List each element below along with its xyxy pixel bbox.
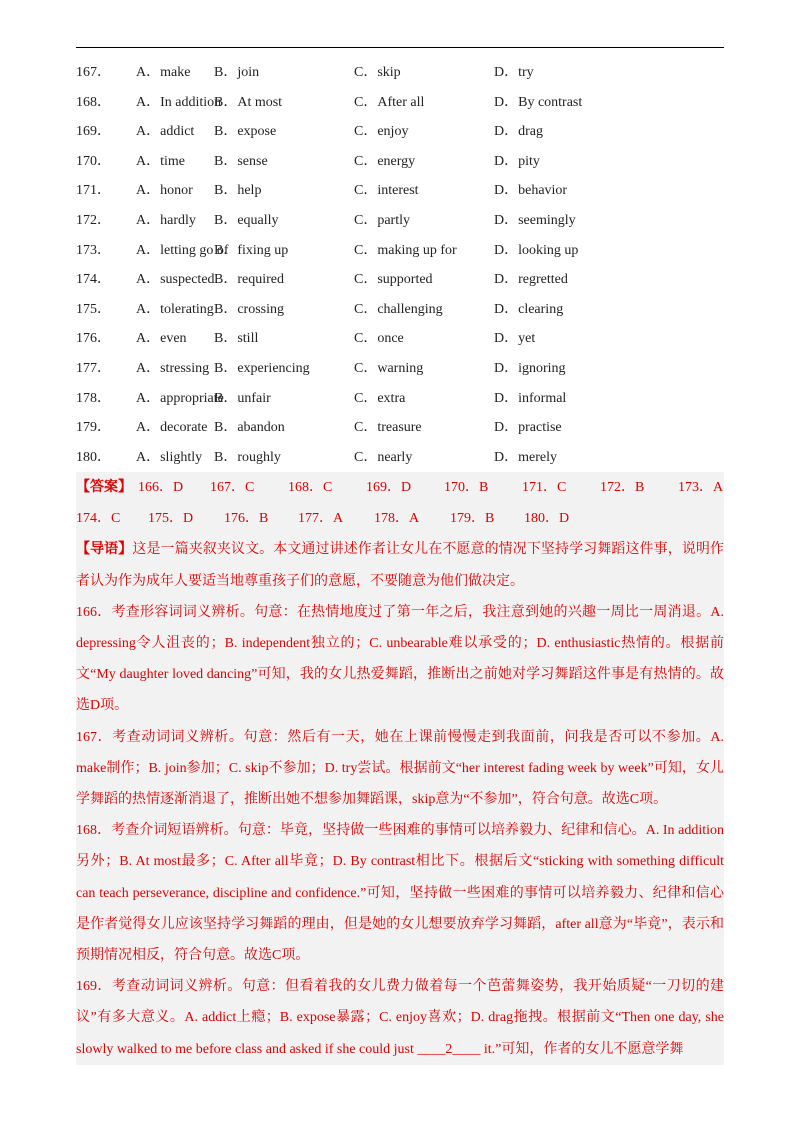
option-a: A．tolerating [136,301,214,317]
option-b: B．still [214,331,259,347]
explanation-paragraph: 168．考查介词短语辨析。句意：毕竟，坚持做一些困难的事情可以培养毅力、纪律和信心。A. In addition另外；B. At most最多；C. After all毕竟；D. By contrast相比下。根据后文“sticking with something difficult can teach perseverance, discipline and confidence.”可知，坚持做一些困难的事情可以培养毅力、纪律和信心是作者觉得女儿应该坚持学习舞蹈的理由，但是她的女儿想要放弃学习舞蹈，after all意为“毕竟”，表示和预期情况相反，符合句意。故选C项。 [76,823,724,964]
explanation-paragraph: 169．考查动词词义辨析。句意：但看着我的女儿费力做着每一个芭蕾舞姿势，我开始质疑“一刀切的建议”有多大意义。A. addict上瘾；B. expose暴露；C. enjoy喜欢；D. drag拖拽。根据前文“Then one day, she slowly walked to me before class and asked if she could just ____2____ it.”可知，作者的女儿不愿意学舞 [76,979,724,1057]
guide-label: 【导语】 [76,542,133,558]
answer-item: 170．B [444,480,489,495]
option-a: A．stressing [136,360,210,376]
header-rule [76,47,724,48]
answer-row-2 [76,503,724,534]
option-b: B．At most [214,94,283,110]
option-d: D．By contrast [494,94,583,110]
option-a: A．decorate [136,420,208,436]
option-c: C．once [354,331,404,347]
question-row [76,176,724,206]
option-b: B．expose [214,124,277,140]
option-d: D．drag [494,124,543,140]
option-a: A．time [136,153,185,169]
question-number: 171． [76,183,111,199]
option-c: C．challenging [354,301,443,317]
option-b: B．crossing [214,301,284,317]
question-number: 167． [76,65,111,80]
explanations [76,597,724,1065]
option-d: D．practise [494,420,562,436]
option-c: C．warning [354,360,424,376]
option-b: B．experiencing [214,360,310,376]
option-d: D．regretted [494,272,568,288]
option-c: C．interest [354,183,419,199]
question-row [76,147,724,177]
answer-item: 167．C [210,480,255,495]
option-a: A．even [136,331,187,347]
option-b: B．unfair [214,390,271,406]
guide-text: 这是一篇夹叙夹议文。本文通过讲述作者让女儿在不愿意的情况下坚持学习舞蹈这件事，说明作者认为作为成年人要适当地尊重孩子们的意愿，不要随意为他们做决定。 [76,542,725,589]
option-a: A．hardly [136,212,196,228]
option-b: B．equally [214,212,279,228]
answer-item: 177．A [298,511,344,527]
answer-item: 171．C [522,480,567,495]
question-row [76,88,724,118]
option-d: D．seemingly [494,212,576,228]
question-number: 178． [76,390,111,406]
question-number: 176． [76,331,111,347]
option-a: A．honor [136,183,193,199]
question-number: 180． [76,449,111,465]
question-number: 168． [76,94,111,110]
question-row [76,58,724,88]
answer-item: 175．D [148,511,194,527]
option-c: C．skip [354,65,401,80]
option-a: A．make [136,65,191,80]
answer-label: 【答案】 [76,480,132,495]
question-number: 177． [76,360,111,376]
question-number: 172． [76,212,111,228]
answer-item: 173．A [678,480,724,495]
option-c: C．treasure [354,420,422,436]
option-a: A．In addition [136,94,222,110]
option-b: B．abandon [214,420,285,436]
option-d: D．ignoring [494,360,566,376]
answer-item: 172．B [600,480,645,495]
guide-paragraph [76,534,724,596]
option-a: A．slightly [136,449,203,465]
option-b: B．help [214,183,262,199]
question-number: 174． [76,272,111,288]
question-number: 173． [76,242,111,258]
option-d: D．yet [494,331,536,347]
option-d: D．informal [494,390,567,406]
option-b: B．fixing up [214,242,289,258]
question-number: 175． [76,301,111,317]
answer-item: 180．D [524,511,570,527]
answer-item: 166．D [138,480,184,495]
question-row [76,117,724,147]
explanation-paragraph: 166．考查形容词词义辨析。句意：在热情地度过了第一年之后，我注意到她的兴趣一周比一周消退。A. depressing令人沮丧的；B. independent独立的；C. unbearable难以承受的；D. enthusiastic热情的。根据前文“My daughter loved dancing”可知，我的女儿热爱舞蹈，推断出之前她对学习舞蹈这件事是有热情的。故选D项。 [76,604,724,714]
option-a: A．appropriate [136,390,224,406]
question-row [76,236,724,266]
option-a: A．letting go of [136,242,229,258]
explanation-paragraph: 167．考查动词词义辨析。句意：然后有一天，她在上课前慢慢走到我面前，问我是否可以不参加。A. make制作；B. join参加；C. skip不参加；D. try尝试。根据前文“her interest fading week by week”可知，女儿学舞蹈的热情逐渐消退了，推断出她不想参加舞蹈课，skip意为“不参加”，符合句意。故选C项。 [76,729,724,807]
option-b: B．roughly [214,449,281,465]
option-b: B．required [214,272,284,288]
answer-item: 169．D [366,480,412,495]
option-c: C．nearly [354,449,413,465]
option-d: D．behavior [494,183,568,199]
answer-row-1 [76,472,724,503]
answer-item: 176．B [224,511,269,527]
option-c: C．After all [354,94,425,110]
option-c: C．partly [354,212,410,228]
question-row [76,354,724,384]
option-a: A．suspected [136,272,215,288]
answer-analysis [76,472,724,1065]
option-b: B．join [214,65,260,80]
question-row [76,443,724,473]
question-row [76,324,724,354]
question-row [76,265,724,295]
option-c: C．supported [354,272,433,288]
option-d: D．looking up [494,242,579,258]
question-row [76,384,724,414]
question-number: 169． [76,124,111,140]
answer-item: 168．C [288,480,333,495]
option-c: C．enjoy [354,124,409,140]
question-number: 179． [76,420,111,436]
option-d: D．merely [494,449,557,465]
options-list [76,58,724,472]
option-c: C．energy [354,153,416,169]
option-c: C．making up for [354,242,457,258]
option-a: A．addict [136,124,195,140]
option-c: C．extra [354,390,406,406]
answer-item: 179．B [450,511,495,527]
option-d: D．clearing [494,301,564,317]
question-row [76,295,724,325]
option-d: D．pity [494,153,540,169]
question-row [76,206,724,236]
answer-item: 178．A [374,511,420,527]
question-row [76,413,724,443]
option-b: B．sense [214,153,268,169]
answer-item: 174．C [76,511,121,527]
question-number: 170． [76,153,111,169]
option-d: D．try [494,65,534,80]
